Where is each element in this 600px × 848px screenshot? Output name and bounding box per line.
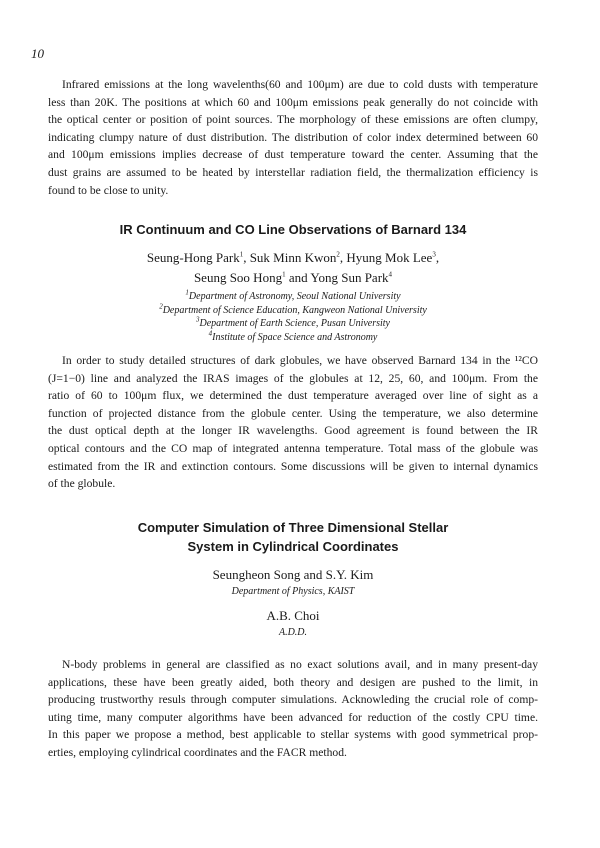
text-line: function of projected distance from the globule center. Using the temperature, we also determine bbox=[48, 406, 538, 420]
abstract2-authors-1: Seungheon Song and S.Y. Kim bbox=[212, 567, 374, 582]
abstract2-affiliation-2: A.D.D. bbox=[278, 627, 308, 638]
text-line: dust grains are assumed to be heated by interstellar radiation field, the thermalization efficiency is bbox=[48, 165, 538, 179]
affiliation bbox=[48, 331, 538, 345]
text-line: optical contours and the CO map of integrated antenna temperature. Total mass of the globule was bbox=[48, 441, 538, 455]
author-sep: , bbox=[435, 250, 440, 265]
author-sup: 1 bbox=[239, 250, 244, 259]
text-line: less than 20K. The positions at which 60 and 100μm emissions peak generally do not coincide with bbox=[48, 95, 538, 109]
text-line: Infrared emissions at the long wavelenths(60 and 100μm) are due to cold dusts with temperature bbox=[62, 78, 538, 91]
abstract1-title: IR Continuum and CO Line Observations of Barnard 134 bbox=[119, 222, 467, 237]
abstract1-affiliations bbox=[48, 290, 538, 344]
author-name: Seung-Hong Park bbox=[146, 250, 240, 265]
text-line: of the globule. bbox=[48, 477, 116, 491]
affiliation-sup: 4 bbox=[208, 329, 213, 338]
affiliation bbox=[48, 304, 538, 318]
text-line: erties, employing cylindrical coordinates and the FACR method. bbox=[48, 745, 347, 759]
text-line: applications, these have been greatly aided, both theory and desigen are pushed to the limit, in bbox=[48, 675, 538, 689]
author-name: Yong Sun Park bbox=[310, 270, 389, 285]
text-line: estimated from the IR and extinction contours. Some discussions will be given to internal dynamics bbox=[48, 459, 538, 473]
affiliation bbox=[48, 317, 538, 331]
abstract2-body bbox=[48, 656, 538, 762]
abstract2-authors-2: A.B. Choi bbox=[266, 608, 320, 623]
author-sup: 1 bbox=[282, 270, 286, 279]
text-line: ratio of 60 to 100μm flux, we determined the dust temperature averaged over line of sight as a bbox=[48, 389, 538, 403]
affiliation-sup: 3 bbox=[195, 315, 200, 324]
authors-line-2 bbox=[48, 268, 538, 288]
text-line: the dust optical depth at the longer IR wavelengths. Good agreement is found between the IR bbox=[48, 424, 538, 438]
text-line: In this paper we propose a method, best applicable to stellar systems with good symmetrical prop- bbox=[48, 728, 538, 742]
abstract1-authors bbox=[48, 248, 538, 288]
affiliation-text: Institute of Space Science and Astronomy bbox=[212, 331, 378, 343]
author-name: Seung Soo Hong bbox=[193, 270, 283, 285]
abstract1-body bbox=[48, 352, 538, 493]
text-line: N-body problems in general are classified as no exact solutions avail, and in many present-day bbox=[62, 658, 538, 671]
page-number: 10 bbox=[31, 46, 44, 61]
text-line: indicating clumpy nature of dust distribution. The distribution of color index determined between 60 bbox=[48, 130, 538, 144]
affiliation-text: Department of Earth Science, Pusan University bbox=[199, 318, 390, 329]
text-line: found to be close to unity. bbox=[48, 183, 169, 197]
title-line: Computer Simulation of Three Dimensional Stellar bbox=[137, 520, 449, 535]
affiliation-text: Department of Astronomy, Seoul National University bbox=[188, 291, 401, 302]
author-name: Hyung Mok Lee bbox=[346, 250, 433, 265]
affiliation-text: Department of Science Education, Kangweon National University bbox=[162, 304, 427, 316]
text-line: and 100μm emissions implies decrease of dust temperature toward the center. Assuming that the bbox=[48, 148, 538, 162]
text-line: the optical center or position of point sources. The morphology of these emissions are often clumpy, bbox=[48, 113, 538, 127]
author-sup: 4 bbox=[388, 270, 393, 279]
intro-paragraph bbox=[48, 76, 538, 199]
authors-line-1 bbox=[48, 248, 538, 268]
author-sep: , bbox=[339, 250, 347, 265]
text-line: In order to study detailed structures of dark globules, we have observed Barnard 134 in the ¹²CO bbox=[62, 354, 538, 367]
abstract2-title bbox=[48, 518, 538, 556]
affiliation-sup: 2 bbox=[159, 302, 163, 311]
text-line: producing trustworthy resuls through computer simulations. Acknowleding the crucial role of comp- bbox=[48, 693, 538, 707]
author-sup: 2 bbox=[336, 250, 340, 259]
author-sup: 3 bbox=[432, 250, 436, 259]
text-line: (J=1−0) line and analyzed the IRAS images of the globules at 12, 25, 60, and 100μm. From the bbox=[48, 371, 538, 385]
title-line: System in Cylindrical Coordinates bbox=[187, 539, 399, 554]
author-sep: , bbox=[243, 250, 250, 265]
affiliation-sup: 1 bbox=[185, 288, 189, 297]
author-sep: and bbox=[285, 270, 311, 285]
text-line: uting time, many computer algorithms have been advanced for reduction of the costly CPU time. bbox=[48, 710, 538, 724]
abstract2-affiliation-1: Department of Physics, KAIST bbox=[231, 586, 355, 597]
author-name: Suk Minn Kwon bbox=[249, 250, 337, 265]
affiliation bbox=[48, 290, 538, 304]
